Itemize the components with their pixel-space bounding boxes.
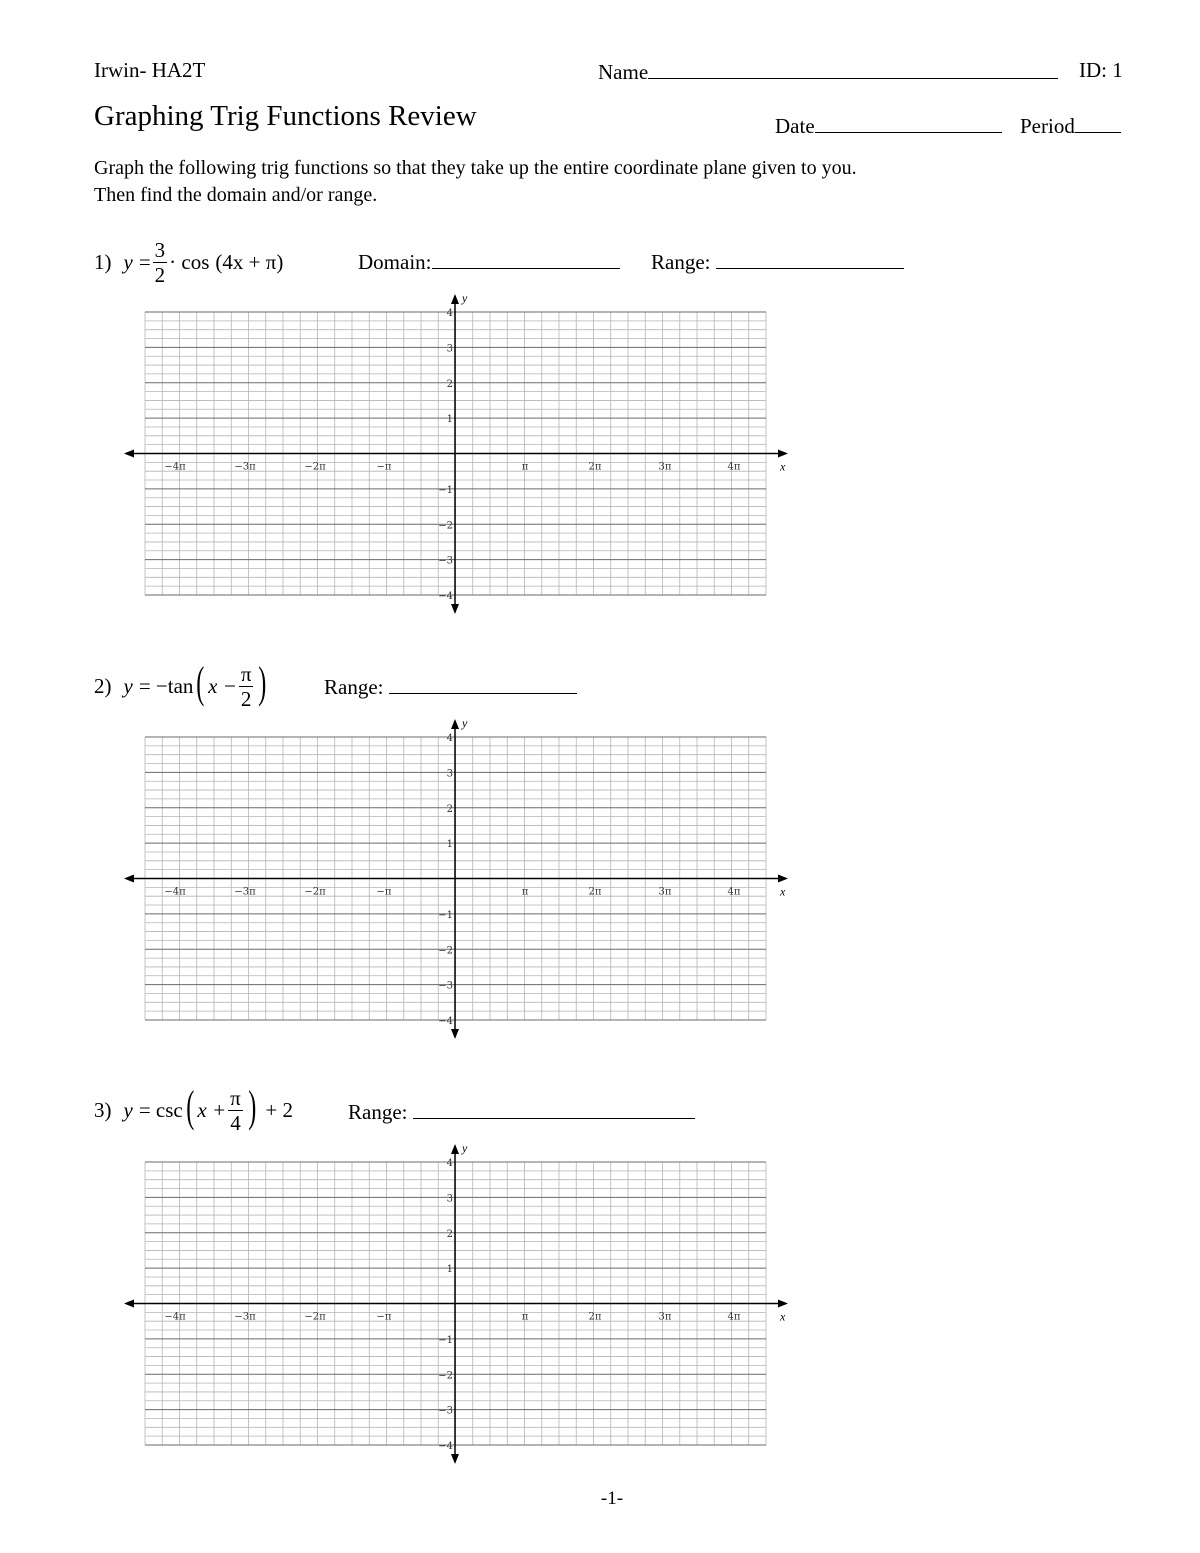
y-axis-label: y — [462, 1141, 468, 1155]
x-tick-label: π — [521, 461, 529, 473]
x-tick-label: −2π — [304, 461, 326, 473]
y-tick-label: −2 — [438, 945, 453, 957]
graph-3[interactable] — [120, 1140, 800, 1470]
graph-2[interactable] — [120, 715, 800, 1045]
y-axis-up-arrow-icon — [451, 294, 459, 304]
period-blank[interactable] — [1075, 112, 1121, 133]
problem-2-fraction — [239, 662, 254, 711]
y-axis-label: y — [462, 716, 468, 730]
graph-1[interactable] — [120, 290, 800, 620]
y-tick-label: 2 — [446, 1228, 453, 1240]
y-tick-label: −3 — [438, 555, 453, 567]
x-tick-label: 2π — [588, 886, 602, 898]
y-tick-label: 3 — [446, 768, 453, 780]
problem-3-function: = csc — [138, 1097, 183, 1122]
y-tick-label: 4 — [446, 308, 453, 319]
problem-1-domain-label: Domain: — [358, 250, 432, 274]
x-tick-label: π — [521, 886, 529, 898]
name-field[interactable] — [598, 58, 1058, 85]
y-tick-label: −2 — [438, 520, 453, 532]
y-tick-label: −1 — [438, 1334, 453, 1346]
x-axis-right-arrow-icon — [778, 1300, 788, 1308]
x-tick-label: −2π — [304, 886, 326, 898]
problem-3 — [94, 1080, 293, 1140]
y-tick-label: 1 — [446, 1264, 453, 1276]
problem-2-right-paren: ) — [258, 658, 267, 707]
x-tick-label: −3π — [234, 886, 256, 898]
x-axis-right-arrow-icon — [778, 875, 788, 883]
x-tick-label: 2π — [588, 461, 602, 473]
y-tick-label: 2 — [446, 378, 453, 390]
x-tick-label: 4π — [727, 1311, 741, 1323]
problem-3-right-paren: ) — [248, 1082, 257, 1131]
problem-1-equals: = — [138, 249, 151, 274]
problem-3-range-label: Range: — [348, 1100, 408, 1124]
problem-1-fraction — [153, 238, 168, 287]
x-tick-label: 3π — [658, 461, 672, 473]
y-axis-up-arrow-icon — [451, 1144, 459, 1154]
instructions-line-1: Graph the following trig functions so that they take up the entire coordinate plane given to you. — [94, 157, 857, 179]
problem-2-range-label: Range: — [324, 675, 384, 699]
problem-2-left-paren: ( — [196, 658, 205, 707]
y-axis-down-arrow-icon — [451, 604, 459, 614]
problem-2-number: 2) — [94, 673, 112, 698]
y-axis-up-arrow-icon — [451, 719, 459, 729]
id-label: ID: 1 — [1079, 58, 1123, 82]
instructions-line-2: Then find the domain and/or range. — [94, 184, 378, 206]
problem-3-range-blank[interactable] — [413, 1098, 695, 1119]
y-axis-down-arrow-icon — [451, 1454, 459, 1464]
x-tick-label: −π — [376, 886, 392, 898]
y-tick-label: −1 — [438, 484, 453, 496]
x-tick-label: −3π — [234, 1311, 256, 1323]
x-tick-label: −4π — [164, 461, 186, 473]
x-axis-label: x — [780, 459, 786, 474]
y-tick-label: −4 — [438, 1016, 453, 1027]
period-field[interactable] — [1020, 112, 1121, 139]
x-axis-label: x — [780, 1309, 786, 1324]
problem-1-range-label: Range: — [651, 250, 711, 274]
problem-2-arg-pre: x − — [208, 673, 237, 698]
problem-3-number: 3) — [94, 1097, 112, 1122]
problem-1 — [94, 234, 283, 290]
problem-2-range[interactable] — [324, 673, 577, 700]
y-tick-label: 2 — [446, 803, 453, 815]
problem-3-frac-num: π — [230, 1085, 241, 1110]
problem-3-range[interactable] — [348, 1098, 695, 1125]
problem-1-frac-den: 2 — [154, 262, 166, 287]
x-tick-label: 3π — [658, 886, 672, 898]
problem-2-y: y — [123, 673, 133, 698]
x-tick-label: −3π — [234, 461, 256, 473]
y-axis-label: y — [462, 291, 468, 305]
y-tick-label: 4 — [446, 1158, 453, 1169]
problem-1-argument: (4x + π) — [215, 249, 284, 274]
problem-1-mid: · cos — [169, 249, 210, 274]
problem-3-frac-den: 4 — [230, 1110, 241, 1135]
instructions — [94, 155, 857, 209]
date-field[interactable] — [775, 112, 1002, 139]
problem-1-range[interactable] — [651, 248, 904, 275]
x-axis-left-arrow-icon — [124, 875, 134, 883]
x-tick-label: −4π — [164, 1311, 186, 1323]
problem-1-domain-blank[interactable] — [432, 248, 620, 269]
name-blank[interactable] — [648, 58, 1058, 79]
problem-1-range-blank[interactable] — [716, 248, 904, 269]
date-blank[interactable] — [815, 112, 1002, 133]
x-tick-label: π — [521, 1311, 529, 1323]
x-tick-label: 2π — [588, 1311, 602, 1323]
y-tick-label: 1 — [446, 839, 453, 851]
x-tick-label: 4π — [727, 886, 741, 898]
y-tick-label: 3 — [446, 1193, 453, 1205]
problem-2-function: = −tan — [138, 673, 194, 698]
problem-1-domain[interactable] — [358, 248, 620, 275]
problem-2-range-blank[interactable] — [389, 673, 577, 694]
date-label: Date — [775, 114, 815, 138]
y-tick-label: −2 — [438, 1370, 453, 1382]
y-tick-label: −1 — [438, 909, 453, 921]
page-title: Graphing Trig Functions Review — [94, 100, 477, 132]
y-tick-label: 3 — [446, 343, 453, 355]
page-number: -1- — [600, 1488, 624, 1509]
problem-2-frac-den: 2 — [240, 686, 252, 711]
x-tick-label: 3π — [658, 1311, 672, 1323]
y-tick-label: −3 — [438, 1405, 453, 1417]
y-tick-label: −3 — [438, 980, 453, 992]
x-axis-left-arrow-icon — [124, 1300, 134, 1308]
problem-1-number: 1) — [94, 249, 112, 274]
name-label: Name — [598, 60, 649, 84]
problem-3-arg-pre: x + — [197, 1097, 227, 1122]
problem-3-fraction — [228, 1086, 243, 1135]
problem-1-frac-num: 3 — [154, 237, 166, 262]
problem-1-y: y — [123, 249, 133, 274]
x-tick-label: −π — [376, 1311, 392, 1323]
x-tick-label: 4π — [727, 461, 741, 473]
problem-3-y: y — [123, 1097, 133, 1122]
y-tick-label: −4 — [438, 591, 453, 602]
y-axis-down-arrow-icon — [451, 1029, 459, 1039]
x-tick-label: −π — [376, 461, 392, 473]
y-tick-label: 4 — [446, 733, 453, 744]
x-axis-left-arrow-icon — [124, 450, 134, 458]
problem-3-suffix: + 2 — [265, 1097, 294, 1122]
x-axis-label: x — [780, 884, 786, 899]
y-tick-label: −4 — [438, 1441, 453, 1452]
x-axis-right-arrow-icon — [778, 450, 788, 458]
problem-2-frac-num: π — [240, 661, 252, 686]
x-tick-label: −4π — [164, 886, 186, 898]
problem-2 — [94, 656, 270, 716]
period-label: Period — [1020, 114, 1075, 138]
teacher-label: Irwin- HA2T — [94, 58, 206, 82]
x-tick-label: −2π — [304, 1311, 326, 1323]
y-tick-label: 1 — [446, 414, 453, 426]
problem-3-left-paren: ( — [186, 1082, 195, 1131]
